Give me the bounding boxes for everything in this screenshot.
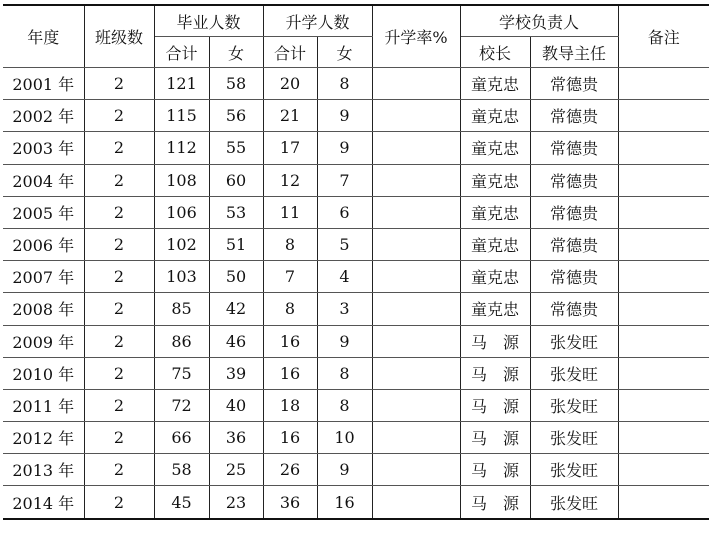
cell-dean: 张发旺 [530,325,618,357]
cell-enrolled-total: 16 [263,325,317,357]
header-row-top [3,5,709,37]
cell-year: 2002 年 [3,100,84,132]
cell-graduates-total: 45 [154,486,209,519]
cell-note [618,293,709,325]
cell-graduates-female: 40 [209,389,263,421]
cell-dean: 张发旺 [530,422,618,454]
header-graduates-total: 合计 [154,37,209,68]
cell-graduates-female: 58 [209,68,263,100]
cell-enrolled-total: 12 [263,164,317,196]
table-row [3,100,709,132]
cell-graduates-total: 102 [154,228,209,260]
cell-graduates-total: 75 [154,357,209,389]
cell-principal: 童克忠 [460,261,530,293]
cell-enrolled-female: 10 [317,422,372,454]
cell-principal: 马 源 [460,357,530,389]
cell-principal: 童克忠 [460,228,530,260]
cell-dean: 张发旺 [530,486,618,519]
cell-graduates-female: 46 [209,325,263,357]
cell-note [618,325,709,357]
cell-rate [372,325,460,357]
cell-note [618,454,709,486]
cell-rate [372,389,460,421]
cell-note [618,422,709,454]
table-row [3,389,709,421]
header-enrolled: 升学人数 [263,5,372,37]
cell-classes: 2 [84,100,154,132]
cell-graduates-female: 25 [209,454,263,486]
cell-enrolled-female: 9 [317,454,372,486]
cell-year: 2012 年 [3,422,84,454]
cell-graduates-female: 50 [209,261,263,293]
cell-year: 2003 年 [3,132,84,164]
header-year: 年度 [3,5,84,68]
cell-graduates-female: 23 [209,486,263,519]
cell-enrolled-female: 9 [317,132,372,164]
table-row [3,422,709,454]
cell-graduates-total: 106 [154,196,209,228]
cell-graduates-female: 39 [209,357,263,389]
table-row [3,293,709,325]
cell-graduates-female: 60 [209,164,263,196]
header-graduates-female: 女 [209,37,263,68]
cell-classes: 2 [84,164,154,196]
cell-principal: 童克忠 [460,68,530,100]
cell-year: 2010 年 [3,357,84,389]
cell-enrolled-female: 6 [317,196,372,228]
cell-enrolled-female: 9 [317,100,372,132]
table-header [3,5,709,68]
cell-year: 2013 年 [3,454,84,486]
cell-graduates-total: 72 [154,389,209,421]
cell-graduates-total: 103 [154,261,209,293]
cell-graduates-female: 56 [209,100,263,132]
cell-enrolled-female: 5 [317,228,372,260]
header-graduates: 毕业人数 [154,5,263,37]
cell-enrolled-total: 11 [263,196,317,228]
cell-rate [372,357,460,389]
table-row [3,164,709,196]
cell-principal: 马 源 [460,422,530,454]
header-school-leaders: 学校负责人 [460,5,618,37]
cell-principal: 童克忠 [460,196,530,228]
table-row [3,228,709,260]
cell-graduates-total: 121 [154,68,209,100]
table-body [3,68,709,519]
cell-classes: 2 [84,325,154,357]
cell-enrolled-female: 4 [317,261,372,293]
cell-graduates-female: 51 [209,228,263,260]
cell-classes: 2 [84,422,154,454]
cell-year: 2005 年 [3,196,84,228]
cell-note [618,389,709,421]
cell-classes: 2 [84,357,154,389]
cell-dean: 常德贵 [530,132,618,164]
cell-dean: 常德贵 [530,164,618,196]
cell-enrolled-total: 16 [263,422,317,454]
table-row [3,357,709,389]
table-row [3,68,709,100]
cell-principal: 马 源 [460,454,530,486]
cell-note [618,261,709,293]
cell-year: 2011 年 [3,389,84,421]
header-enrolled-total: 合计 [263,37,317,68]
cell-classes: 2 [84,196,154,228]
cell-dean: 常德贵 [530,293,618,325]
cell-enrolled-total: 17 [263,132,317,164]
cell-enrolled-female: 7 [317,164,372,196]
cell-year: 2014 年 [3,486,84,519]
table-row [3,454,709,486]
cell-principal: 童克忠 [460,164,530,196]
cell-graduates-total: 112 [154,132,209,164]
cell-enrolled-total: 21 [263,100,317,132]
cell-principal: 童克忠 [460,132,530,164]
cell-note [618,68,709,100]
cell-enrolled-female: 8 [317,357,372,389]
cell-graduates-total: 66 [154,422,209,454]
cell-graduates-female: 36 [209,422,263,454]
table-row [3,325,709,357]
cell-principal: 童克忠 [460,293,530,325]
cell-enrolled-total: 16 [263,357,317,389]
cell-rate [372,261,460,293]
cell-rate [372,422,460,454]
cell-year: 2008 年 [3,293,84,325]
cell-enrolled-total: 18 [263,389,317,421]
cell-enrolled-total: 7 [263,261,317,293]
cell-enrolled-total: 20 [263,68,317,100]
cell-dean: 张发旺 [530,389,618,421]
cell-enrolled-female: 8 [317,389,372,421]
cell-enrolled-female: 8 [317,68,372,100]
cell-rate [372,132,460,164]
cell-principal: 马 源 [460,389,530,421]
cell-rate [372,293,460,325]
graduation-statistics-table [3,4,709,520]
cell-principal: 马 源 [460,325,530,357]
header-class-count: 班级数 [84,5,154,68]
cell-rate [372,228,460,260]
graduation-statistics-table-wrapper [3,4,709,520]
cell-note [618,357,709,389]
cell-classes: 2 [84,293,154,325]
cell-rate [372,454,460,486]
cell-graduates-total: 115 [154,100,209,132]
table-row [3,132,709,164]
cell-year: 2009 年 [3,325,84,357]
cell-dean: 张发旺 [530,454,618,486]
cell-dean: 常德贵 [530,100,618,132]
cell-principal: 马 源 [460,486,530,519]
cell-dean: 常德贵 [530,228,618,260]
cell-graduates-female: 42 [209,293,263,325]
cell-note [618,100,709,132]
cell-graduates-female: 55 [209,132,263,164]
cell-graduates-female: 53 [209,196,263,228]
cell-dean: 张发旺 [530,357,618,389]
cell-note [618,228,709,260]
cell-enrolled-female: 16 [317,486,372,519]
header-enrolled-female: 女 [317,37,372,68]
cell-classes: 2 [84,261,154,293]
header-principal: 校长 [460,37,530,68]
cell-classes: 2 [84,68,154,100]
cell-dean: 常德贵 [530,261,618,293]
cell-rate [372,486,460,519]
cell-classes: 2 [84,486,154,519]
header-dean: 教导主任 [530,37,618,68]
cell-year: 2006 年 [3,228,84,260]
table-row [3,196,709,228]
header-notes: 备注 [618,5,709,68]
cell-enrolled-female: 3 [317,293,372,325]
cell-graduates-total: 86 [154,325,209,357]
cell-classes: 2 [84,454,154,486]
cell-rate [372,164,460,196]
header-enrollment-rate: 升学率% [372,5,460,68]
cell-classes: 2 [84,228,154,260]
cell-year: 2001 年 [3,68,84,100]
table-row [3,261,709,293]
cell-graduates-total: 85 [154,293,209,325]
cell-enrolled-total: 26 [263,454,317,486]
cell-graduates-total: 58 [154,454,209,486]
cell-enrolled-total: 8 [263,228,317,260]
cell-year: 2007 年 [3,261,84,293]
cell-graduates-total: 108 [154,164,209,196]
cell-rate [372,68,460,100]
cell-year: 2004 年 [3,164,84,196]
cell-principal: 童克忠 [460,100,530,132]
cell-enrolled-total: 8 [263,293,317,325]
cell-classes: 2 [84,132,154,164]
cell-note [618,132,709,164]
cell-dean: 常德贵 [530,196,618,228]
cell-enrolled-total: 36 [263,486,317,519]
cell-rate [372,100,460,132]
cell-enrolled-female: 9 [317,325,372,357]
cell-note [618,196,709,228]
cell-dean: 常德贵 [530,68,618,100]
cell-note [618,486,709,519]
cell-note [618,164,709,196]
table-row [3,486,709,519]
cell-rate [372,196,460,228]
cell-classes: 2 [84,389,154,421]
